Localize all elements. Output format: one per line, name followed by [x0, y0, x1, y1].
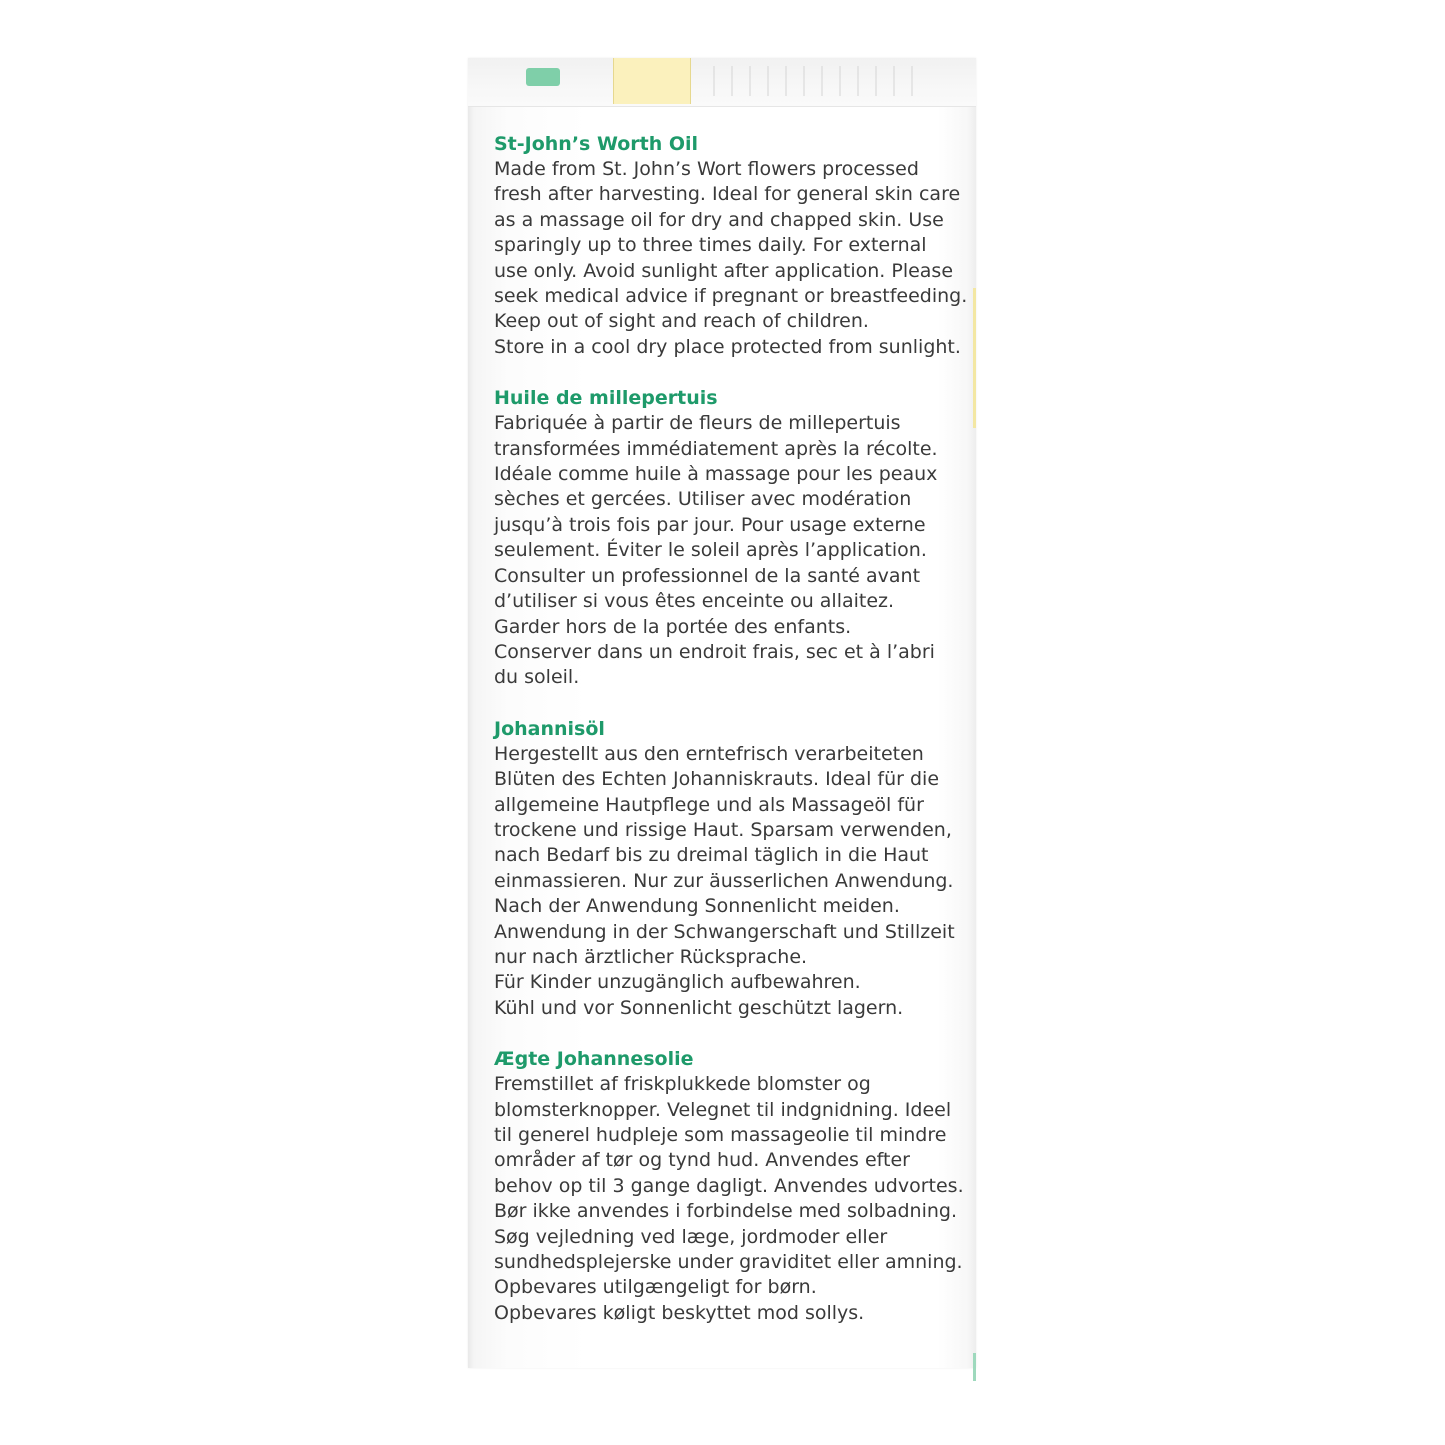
- body-line: Fabriquée à partir de fleurs de millepertuis: [494, 412, 901, 435]
- section-german: [494, 716, 969, 1021]
- section-title: Johannisöl: [494, 717, 605, 740]
- body-line: allgemeine Hautpflege und als Massageöl für: [494, 793, 924, 816]
- body-line: Keep out of sight and reach of children.: [494, 310, 869, 333]
- body-line: Made from St. John’s Wort flowers processed: [494, 158, 919, 180]
- body-line: Bør ikke anvendes i forbindelse med solbadning.: [494, 1200, 958, 1223]
- body-line: nach Bedarf bis zu dreimal täglich in die Haut: [494, 844, 929, 867]
- body-line: nur nach ärztlicher Rücksprache.: [494, 945, 808, 968]
- body-line: Garder hors de la portée des enfants.: [494, 615, 852, 638]
- body-line: Opbevares utilgængeligt for børn.: [494, 1276, 817, 1299]
- body-line: Conserver dans un endroit frais, sec et à l’abri: [494, 640, 935, 663]
- body-line: Søg vejledning ved læge, jordmoder eller: [494, 1225, 888, 1248]
- body-line: sèches et gercées. Utiliser avec modération: [494, 488, 912, 511]
- body-line: seulement. Éviter le soleil après l’application.: [494, 539, 927, 562]
- body-line: Idéale comme huile à massage pour les peaux: [494, 463, 938, 486]
- body-line: Consulter un professionnel de la santé avant: [494, 564, 921, 587]
- body-line: trockene und rissige Haut. Sparsam verwenden,: [494, 818, 952, 841]
- body-line: Für Kinder unzugänglich aufbewahren.: [494, 971, 861, 994]
- body-line: du soleil.: [494, 666, 580, 689]
- body-line: Fremstillet af friskplukkede blomster og: [494, 1073, 871, 1096]
- body-line: Nach der Anwendung Sonnenlicht meiden.: [494, 895, 900, 918]
- section-danish: [494, 1046, 969, 1326]
- edge-yellow-tint: [973, 288, 976, 428]
- yellow-label-strip: [613, 58, 691, 104]
- body-line: fresh after harvesting. Ideal for general skin care: [494, 183, 961, 206]
- box-top-flap: [468, 58, 976, 107]
- body-line: use only. Avoid sunlight after application. Please: [494, 259, 954, 282]
- body-line: til generel hudpleje som massageolie til mindre: [494, 1124, 947, 1146]
- body-line: as a massage oil for dry and chapped skin. Use: [494, 208, 944, 231]
- body-line: Hergestellt aus den erntefrisch verarbeiteten: [494, 742, 924, 765]
- body-line: einmassieren. Nur zur äusserlichen Anwendung.: [494, 869, 954, 892]
- body-line: sparingly up to three times daily. For external: [494, 234, 927, 257]
- section-english: [494, 131, 969, 360]
- label-text-block: [494, 131, 969, 1351]
- body-line: transformées immédiatement après la récolte.: [494, 437, 938, 460]
- body-line: Anwendung in der Schwangerschaft und Stillzeit: [494, 920, 955, 943]
- section-title: Huile de millepertuis: [494, 387, 718, 410]
- body-line: jusqu’à trois fois par jour. Pour usage externe: [494, 513, 926, 536]
- body-line: Kühl und vor Sonnenlicht geschützt lagern.: [494, 996, 904, 1019]
- body-line: behov op til 3 gange dagligt. Anvendes udvortes.: [494, 1174, 964, 1197]
- body-line: seek medical advice if pregnant or breastfeeding.: [494, 285, 968, 308]
- section-title: Ægte Johannesolie: [494, 1048, 694, 1071]
- section-french: [494, 385, 969, 690]
- green-logo-mark: [526, 68, 560, 86]
- body-line: Opbevares køligt beskyttet mod sollys.: [494, 1301, 865, 1324]
- body-line: sundhedsplejerske under graviditet eller amning.: [494, 1251, 963, 1274]
- body-line: d’utiliser si vous êtes enceinte ou allaitez.: [494, 590, 895, 613]
- body-line: blomsterknopper. Velegnet til indgnidning. Ideel: [494, 1098, 952, 1121]
- body-line: Blüten des Echten Johanniskrauts. Ideal für die: [494, 768, 940, 791]
- edge-green-tint: [973, 1353, 976, 1381]
- body-line: områder af tør og tynd hud. Anvendes efter: [494, 1149, 910, 1172]
- body-line: Store in a cool dry place protected from sunlight.: [494, 335, 961, 358]
- section-title: St-John’s Worth Oil: [494, 133, 699, 155]
- flap-printed-lines: [713, 66, 913, 96]
